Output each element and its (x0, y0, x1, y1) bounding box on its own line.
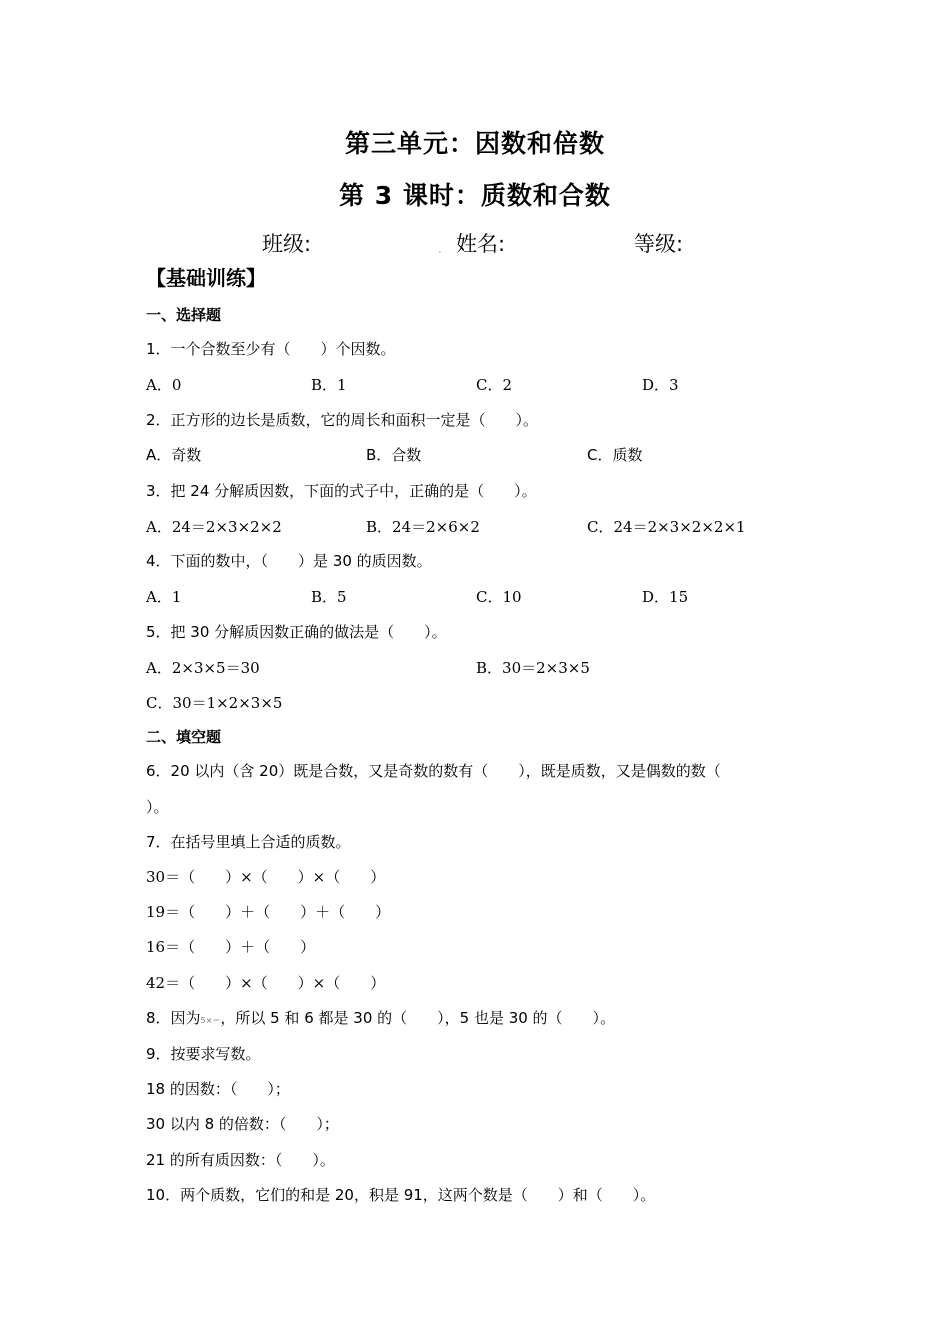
q4-option-b: B．5 (311, 588, 347, 606)
unit-title: 第三单元：因数和倍数 (344, 129, 605, 158)
q1-option-a: A．0 (146, 376, 182, 394)
question-8 (146, 1007, 615, 1028)
q9-item-2: 30 以内 8 的倍数：（ ）； (146, 1115, 339, 1133)
q3-option-c: C．24＝2×3×2×2×1 (587, 518, 746, 536)
question-7: 7．在括号里填上合适的质数。 (146, 833, 351, 851)
q5-option-a: A．2×3×5＝30 (146, 659, 260, 677)
q1-option-c: C．2 (476, 376, 513, 394)
section-heading: 【基础训练】 (146, 266, 266, 290)
q8-prefix: 8．因为 (146, 1009, 201, 1027)
q1-option-b: B．1 (311, 376, 347, 394)
separator-dot: . (438, 242, 442, 256)
name-label: 姓名: (456, 232, 506, 256)
q2-option-a: A．奇数 (146, 446, 202, 464)
q4-option-d: D．15 (642, 588, 689, 606)
q5-option-b: B．30＝2×3×5 (476, 659, 590, 677)
q9-item-1: 18 的因数：（ ）； (146, 1080, 290, 1098)
q1-option-d: D．3 (642, 376, 679, 394)
question-5: 5．把 30 分解质因数正确的做法是（ ）。 (146, 623, 447, 641)
question-9: 9．按要求写数。 (146, 1045, 261, 1063)
question-4: 4．下面的数中，（ ）是 30 的质因数。 (146, 552, 432, 570)
q8-small-equation: 5×＝ (200, 1016, 221, 1025)
q7-row-3: 16＝（ ）＋（ ） (146, 938, 316, 956)
lesson-title: 第 3 课时：质数和合数 (339, 181, 611, 210)
q7-row-4: 42＝（ ）×（ ）×（ ） (146, 974, 386, 992)
q8-suffix: ，所以 5 和 6 都是 30 的（ ），5 也是 30 的（ ）。 (220, 1009, 616, 1027)
q5-option-c: C．30＝1×2×3×5 (146, 694, 283, 712)
question-10: 10．两个质数，它们的和是 20，积是 91，这两个数是（ ）和（ ）。 (146, 1186, 656, 1204)
q2-option-c: C．质数 (587, 446, 643, 464)
class-label: 班级: (262, 232, 312, 256)
q2-option-b: B．合数 (366, 446, 422, 464)
q4-option-a: A．1 (146, 588, 182, 606)
q3-option-a: A．24＝2×3×2×2 (146, 518, 282, 536)
q9-item-3: 21 的所有质因数：（ ）。 (146, 1151, 335, 1169)
q7-row-2: 19＝（ ）＋（ ）＋（ ） (146, 903, 391, 921)
part-heading-fill: 二、填空题 (146, 728, 222, 746)
part-heading-choice: 一、选择题 (146, 306, 222, 324)
question-6-line-1: 6．20 以内（含 20）既是合数，又是奇数的数有（ ），既是质数，又是偶数的数（ (146, 762, 721, 780)
question-2: 2．正方形的边长是质数，它的周长和面积一定是（ ）。 (146, 411, 539, 429)
q7-row-1: 30＝（ ）×（ ）×（ ） (146, 868, 386, 886)
q4-option-c: C．10 (476, 588, 522, 606)
question-3: 3．把 24 分解质因数，下面的式子中，正确的是（ ）。 (146, 482, 537, 500)
question-6-line-2: ）。 (146, 798, 169, 816)
question-1: 1．一个合数至少有（ ）个因数。 (146, 340, 396, 358)
grade-label: 等级: (634, 232, 684, 256)
q3-option-b: B．24＝2×6×2 (366, 518, 480, 536)
